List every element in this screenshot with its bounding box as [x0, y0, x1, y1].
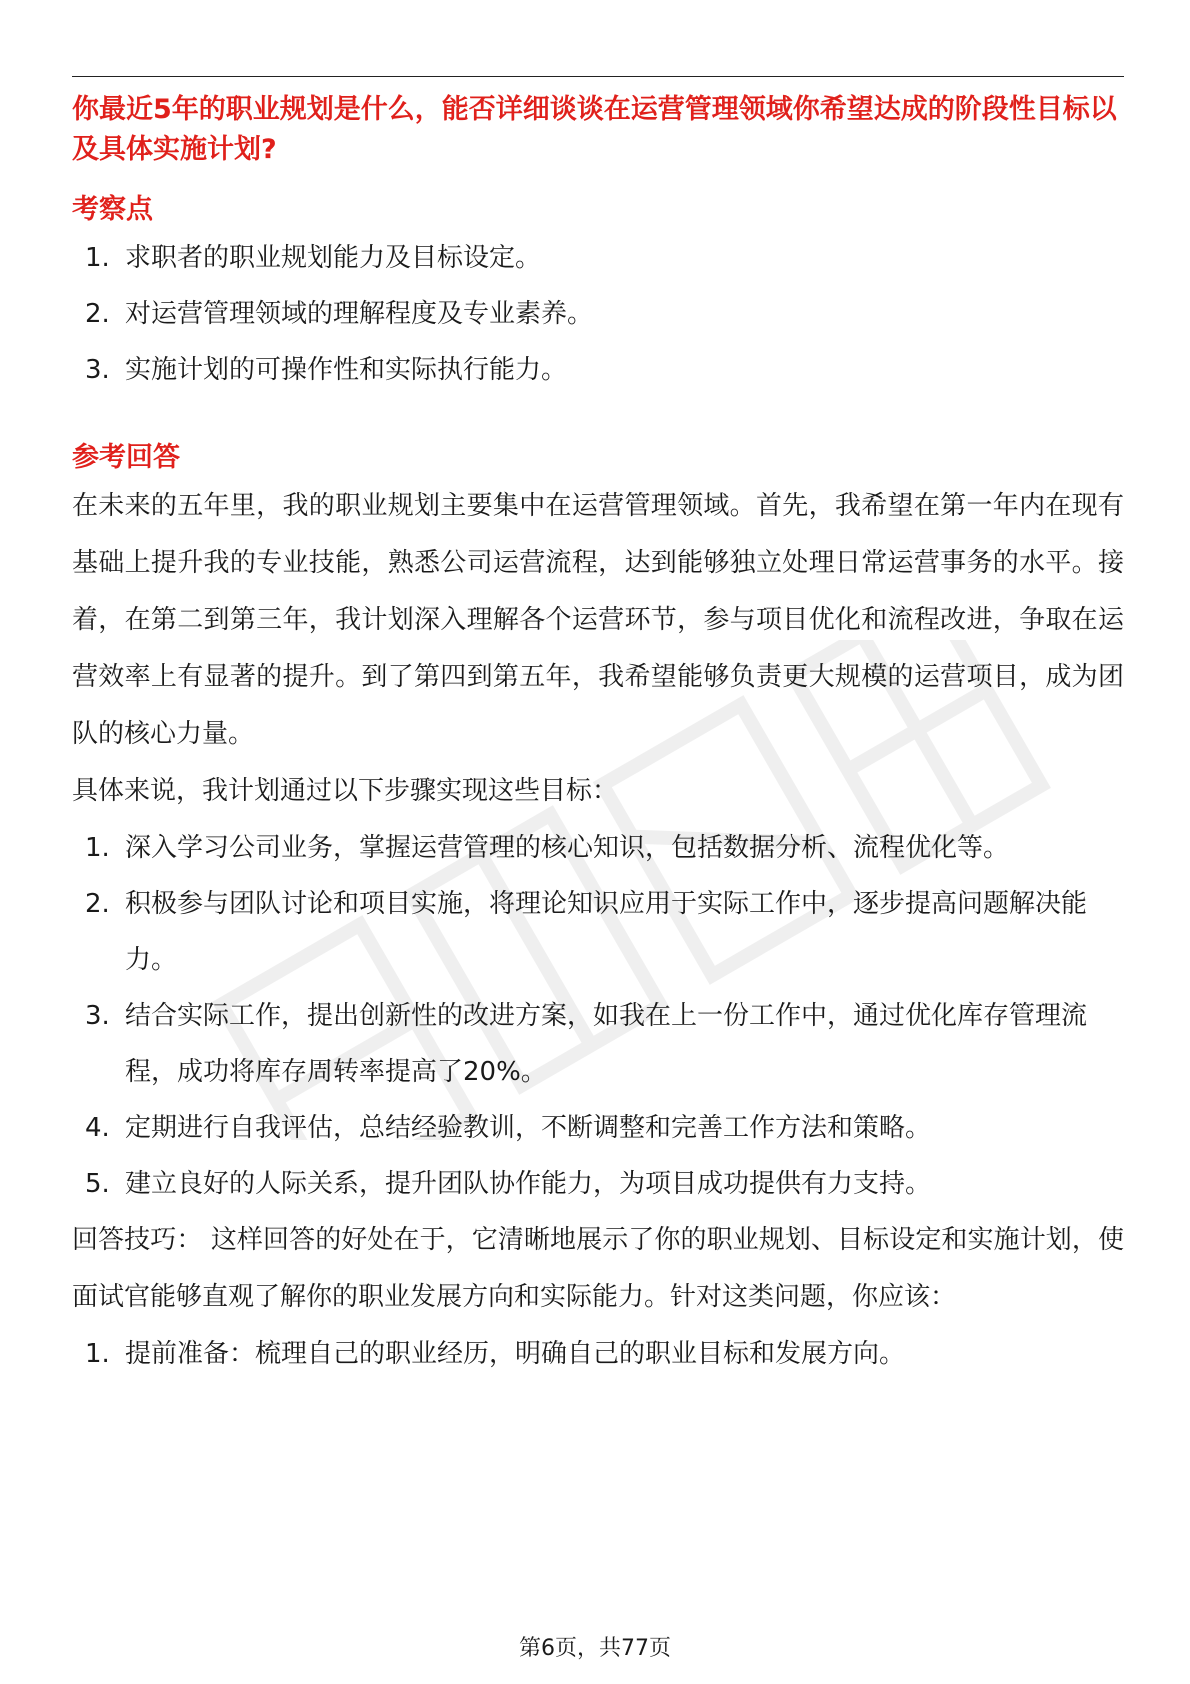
steps-list	[72, 820, 1124, 1212]
list-item	[72, 286, 1124, 342]
list-item	[72, 1100, 1124, 1156]
list-text: 结合实际工作，提出创新性的改进方案，如我在上一份工作中，通过优化库存管理流程，成功将库存周转率提高了20%。	[125, 1001, 1088, 1087]
list-item	[72, 230, 1124, 286]
list-item	[72, 1326, 1124, 1382]
list-number: 3.	[85, 1001, 110, 1031]
list-text: 对运营管理领域的理解程度及专业素养。	[125, 299, 594, 329]
list-text: 提前准备：梳理自己的职业经历，明确自己的职业目标和发展方向。	[125, 1339, 906, 1369]
header-rule	[72, 76, 1124, 77]
consider-heading: 考察点	[72, 194, 153, 225]
answer-heading: 参考回答	[72, 442, 180, 473]
list-text: 求职者的职业规划能力及目标设定。	[125, 243, 542, 273]
list-item	[72, 988, 1124, 1100]
list-text: 实施计划的可操作性和实际执行能力。	[125, 355, 568, 385]
list-text: 定期进行自我评估，总结经验教训，不断调整和完善工作方法和策略。	[125, 1113, 932, 1143]
tips-list	[72, 1326, 1124, 1382]
list-number: 4.	[85, 1113, 110, 1143]
list-text: 建立良好的人际关系，提升团队协作能力，为项目成功提供有力支持。	[125, 1169, 932, 1199]
list-number: 2.	[85, 299, 110, 329]
list-number: 3.	[85, 355, 110, 385]
list-item	[72, 876, 1124, 988]
list-number: 1.	[85, 833, 110, 863]
list-item	[72, 342, 1124, 398]
page-content	[72, 90, 1124, 1382]
consider-list	[72, 230, 1124, 398]
steps-intro: 具体来说，我计划通过以下步骤实现这些目标：	[72, 776, 619, 806]
question-title: 你最近5年的职业规划是什么，能否详细谈谈在运营管理领域你希望达成的阶段性目标以及具体实施计划?	[72, 94, 1117, 165]
list-item	[72, 820, 1124, 876]
tips-paragraph: 回答技巧： 这样回答的好处在于，它清晰地展示了你的职业规划、目标设定和实施计划，使面试官能够直观了解你的职业发展方向和实际能力。针对这类问题，你应该：	[72, 1225, 1124, 1312]
list-number: 1.	[85, 1339, 110, 1369]
list-number: 2.	[85, 889, 110, 919]
list-text: 积极参与团队讨论和项目实施，将理论知识应用于实际工作中，逐步提高问题解决能力。	[125, 889, 1088, 975]
list-number: 5.	[85, 1169, 110, 1199]
list-number: 1.	[85, 243, 110, 273]
list-text: 深入学习公司业务，掌握运营管理的核心知识，包括数据分析、流程优化等。	[125, 833, 1010, 863]
page-footer: 第6页，共77页	[519, 1636, 671, 1661]
answer-paragraph: 在未来的五年里，我的职业规划主要集中在运营管理领域。首先，我希望在第一年内在现有基础上提升我的专业技能，熟悉公司运营流程，达到能够独立处理日常运营事务的水平。接着，在第二到第三年，我计划深入理解各个运营环节，参与项目优化和流程改进，争取在运营效率上有显著的提升。到了第四到第五年，我希望能够负责更大规模的运营项目，成为团队的核心力量。	[72, 491, 1124, 749]
list-item	[72, 1156, 1124, 1212]
